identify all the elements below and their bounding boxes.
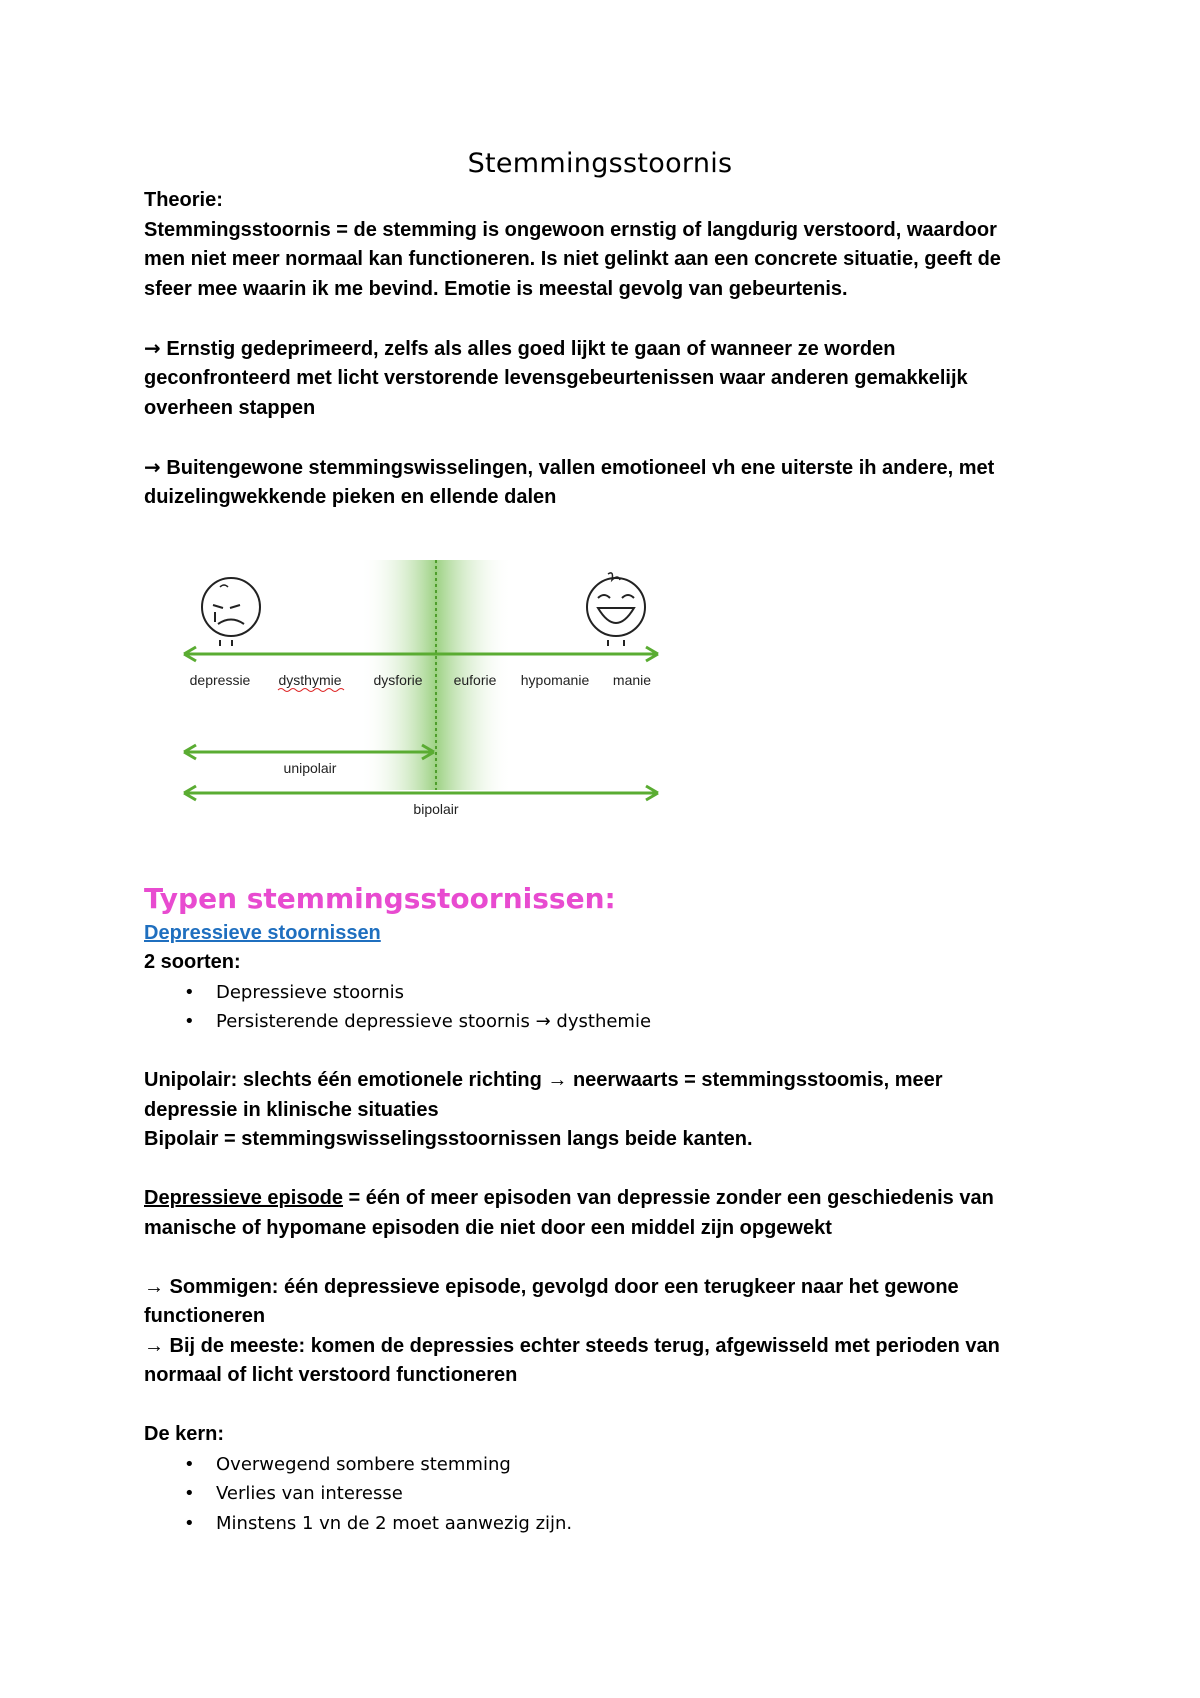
theory-section [144,186,1064,513]
some-line: functioneren [144,1305,266,1327]
some-line: → Sommigen: één depressieve episode, gevolgd door een terugkeer naar het gewone [144,1275,959,1298]
theory-line: sfeer mee waarin ik me bevind. Emotie is meestal gevolg van gebeurtenis. [144,277,848,300]
theory-heading: Theorie: [144,189,223,211]
theory-point-line: overheen stappen [144,396,316,419]
list-item: • Minstens 1 vn de 2 moet aanwezig zijn. [144,1509,1064,1539]
episode-line: Depressieve episode = één of meer episoden van depressie zonder een geschiedenis van [144,1187,994,1209]
page-title: Stemmingsstoornis [467,148,733,179]
arrow-icon: → [144,335,161,360]
theory-point-line: → Buitengewone stemmingswisselingen, vallen emotioneel vh ene uiterste ih andere, met [144,454,995,479]
types-section [144,880,1064,1538]
bullet-icon: • [184,1011,195,1032]
theory-point-line: → Ernstig gedeprimeerd, zelfs als alles goed lijkt te gaan of wanneer ze worden [144,335,896,360]
list-item: • Depressieve stoornis [144,978,1064,1008]
most-line: normaal of licht verstoord functioneren [144,1364,518,1386]
types-subheading: Depressieve stoornissen [144,922,381,944]
episode-term: Depressieve episode [144,1187,343,1209]
axis-label-manie: manie [612,672,652,688]
happy-face-icon [587,573,645,646]
list-item: • Overwegend sombere stemming [144,1450,1064,1480]
types-heading: Typen stemmingsstoornissen: [144,882,616,915]
bullet-icon: • [184,1453,195,1475]
theory-line: Stemmingsstoornis = de stemming is ongewoon ernstig of langdurig verstoord, waardoor [144,218,997,241]
core-list [144,1450,1064,1539]
bullet-icon: • [184,1483,195,1504]
unipolar-label: unipolair [283,760,337,776]
bipolar-line: Bipolair = stemmingswisselingsstoornissen langs beide kanten. [144,1128,753,1150]
episode-line: manische of hypomane episoden die niet door een middel zijn opgewekt [144,1216,832,1239]
list-item: • Verlies van interesse [144,1479,1064,1509]
most-line: → Bij de meeste: komen de depressies echter steeds terug, afgewisseld met perioden van [144,1334,1000,1357]
axis-label-dysthymie: dysthymie [278,672,342,688]
list-item: • Persisterende depressieve stoornis → dysthemie [144,1007,1064,1037]
sad-face-icon [202,578,260,646]
core-label: De kern: [144,1423,225,1445]
types-list [144,978,1064,1037]
axis-label-depressie: depressie [189,672,251,688]
unipolar-line: depressie in klinische situaties [144,1098,439,1121]
theory-line: men niet meer normaal kan functioneren. Is niet gelinkt aan een concrete situatie, geeft de [144,248,1001,270]
axis-label-hypomanie: hypomanie [520,672,590,688]
spellcheck-underline [278,689,344,692]
count-label: 2 soorten: [144,951,241,973]
axis-label-euforie: euforie [453,672,497,688]
unipolar-line: Unipolair: slechts één emotionele richting → neerwaarts = stemmingsstoomis, meer [144,1069,943,1091]
bipolar-label: bipolair [413,801,459,817]
bullet-icon: • [184,1512,195,1534]
axis-label-dysforie: dysforie [373,672,423,688]
arrow-icon: → [144,454,161,479]
bullet-icon: • [184,981,195,1003]
theory-point-line: duizelingwekkende pieken en ellende dalen [144,486,557,508]
theory-point-line: geconfronteerd met licht verstorende levensgebeurtenissen waar anderen gemakkelijk [144,367,968,389]
mood-spectrum-diagram [180,560,680,830]
